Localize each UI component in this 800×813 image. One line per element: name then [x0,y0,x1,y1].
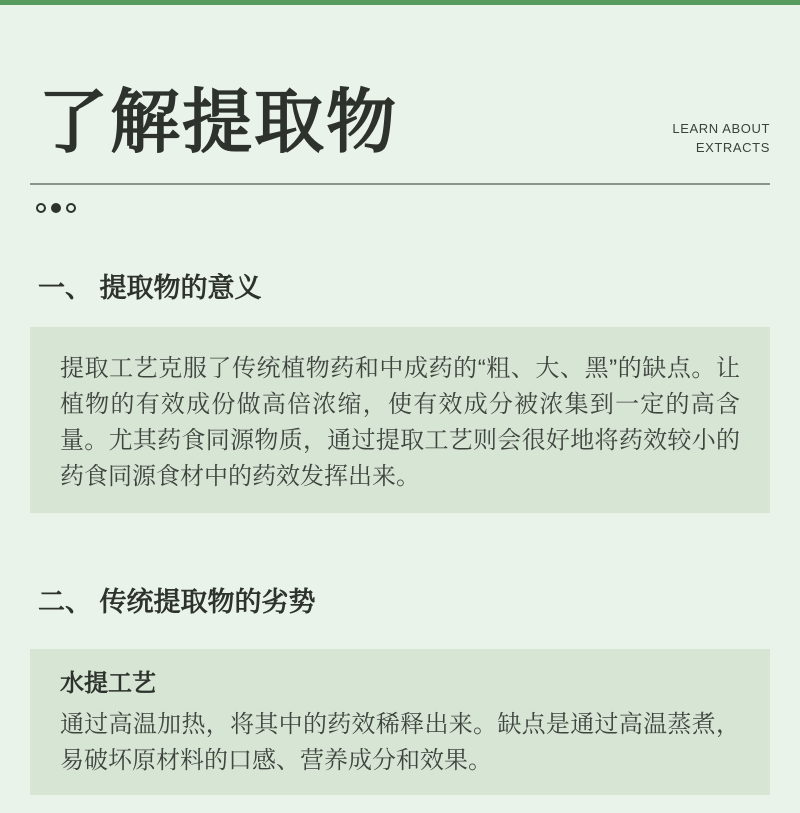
section-1-heading: 一、 提取物的意义 [38,273,262,303]
page-title: 了解提取物 [38,83,398,161]
top-accent-bar [0,0,800,5]
section-2-heading: 二、 传统提取物的劣势 [38,587,316,617]
carousel-dot-active [51,203,61,213]
section-1-card [30,327,770,513]
page-header [30,85,770,159]
subtitle-line-2: EXTRACTS [695,140,770,155]
divider-line [30,183,770,185]
page-container [0,85,800,795]
pagination-dots [30,203,770,213]
carousel-dot [66,203,76,213]
section-2-card [30,649,770,795]
subtitle-line-1: LEARN ABOUT [672,121,770,136]
page-subtitle [672,119,770,159]
section-2-body: 通过高温加热，将其中的药效稀释出来。缺点是通过高温蒸煮，易破坏原材料的口感、营养成分和效果。 [60,711,740,774]
section-1-body: 提取工艺克服了传统植物药和中成药的“粗、大、黑”的缺点。让植物的有效成份做高倍浓缩，使有效成分被浓集到一定的高含量。尤其药食同源物质，通过提取工艺则会很好地将药效较小的药食同源食材中的药效发挥出来。 [60,355,740,490]
section-traditional-disadvantage [30,585,770,795]
section-extract-meaning [30,271,770,513]
carousel-dot [36,203,46,213]
section-2-card-title: 水提工艺 [60,670,156,697]
